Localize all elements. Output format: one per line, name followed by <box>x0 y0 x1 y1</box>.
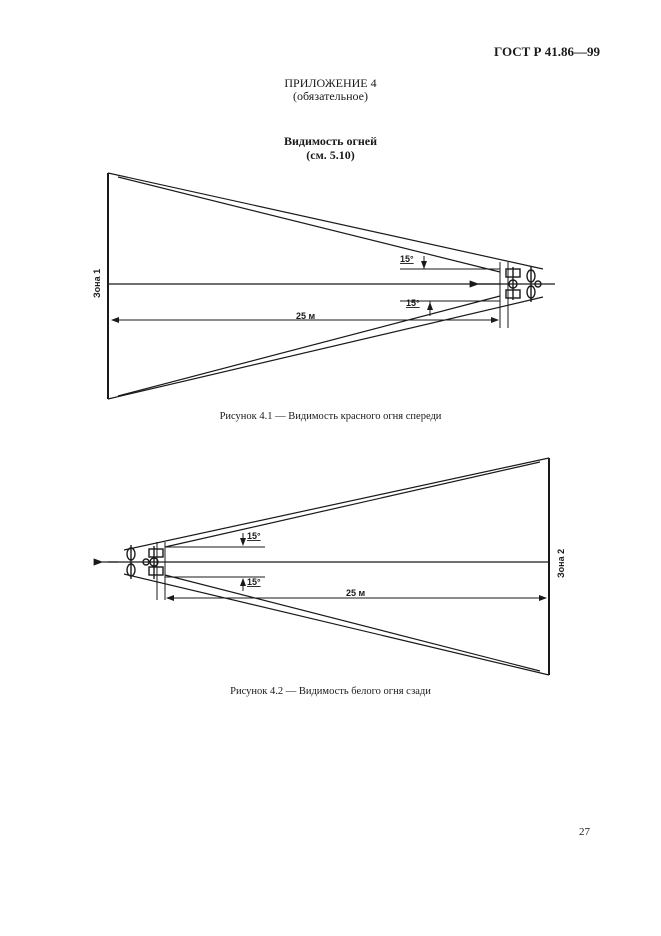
fig1-angle-top-label: 15° <box>400 254 414 264</box>
fig2-distance-label: 25 м <box>346 588 366 598</box>
fig2-inner-top <box>165 462 540 547</box>
figure-2-caption: Рисунок 4.2 — Видимость белого огня сзади <box>230 686 431 697</box>
section-title: Видимость огней <box>283 134 378 148</box>
figure-1-caption: Рисунок 4.1 — Видимость красного огня спереди <box>219 411 442 422</box>
appendix-title: ПРИЛОЖЕНИЕ 4 <box>284 76 377 90</box>
fig1-zone-label: Зона 1 <box>92 268 102 298</box>
fig2-outer-top <box>124 458 549 550</box>
figure-4-1-diagram <box>108 173 555 399</box>
fig2-angle-bottom-label: 15° <box>247 577 261 587</box>
page-number: 27 <box>579 826 590 838</box>
fig1-inner-top <box>118 177 500 272</box>
section-reference: (см. 5.10) <box>306 148 355 162</box>
fig2-angle-top-label: 15° <box>247 531 261 541</box>
fig1-angle-bottom-label: 15° <box>406 298 420 308</box>
figure-4-2-diagram <box>102 458 549 675</box>
appendix-subtitle: (обязательное) <box>293 89 368 103</box>
fig1-outer-top <box>108 173 543 269</box>
fig2-outer-bottom <box>124 574 549 675</box>
fig2-zone-label: Зона 2 <box>556 548 566 578</box>
document-code: ГОСТ Р 41.86—99 <box>494 44 600 59</box>
fig1-outer-bottom <box>108 297 543 399</box>
fig1-distance-label: 25 м <box>296 311 316 321</box>
